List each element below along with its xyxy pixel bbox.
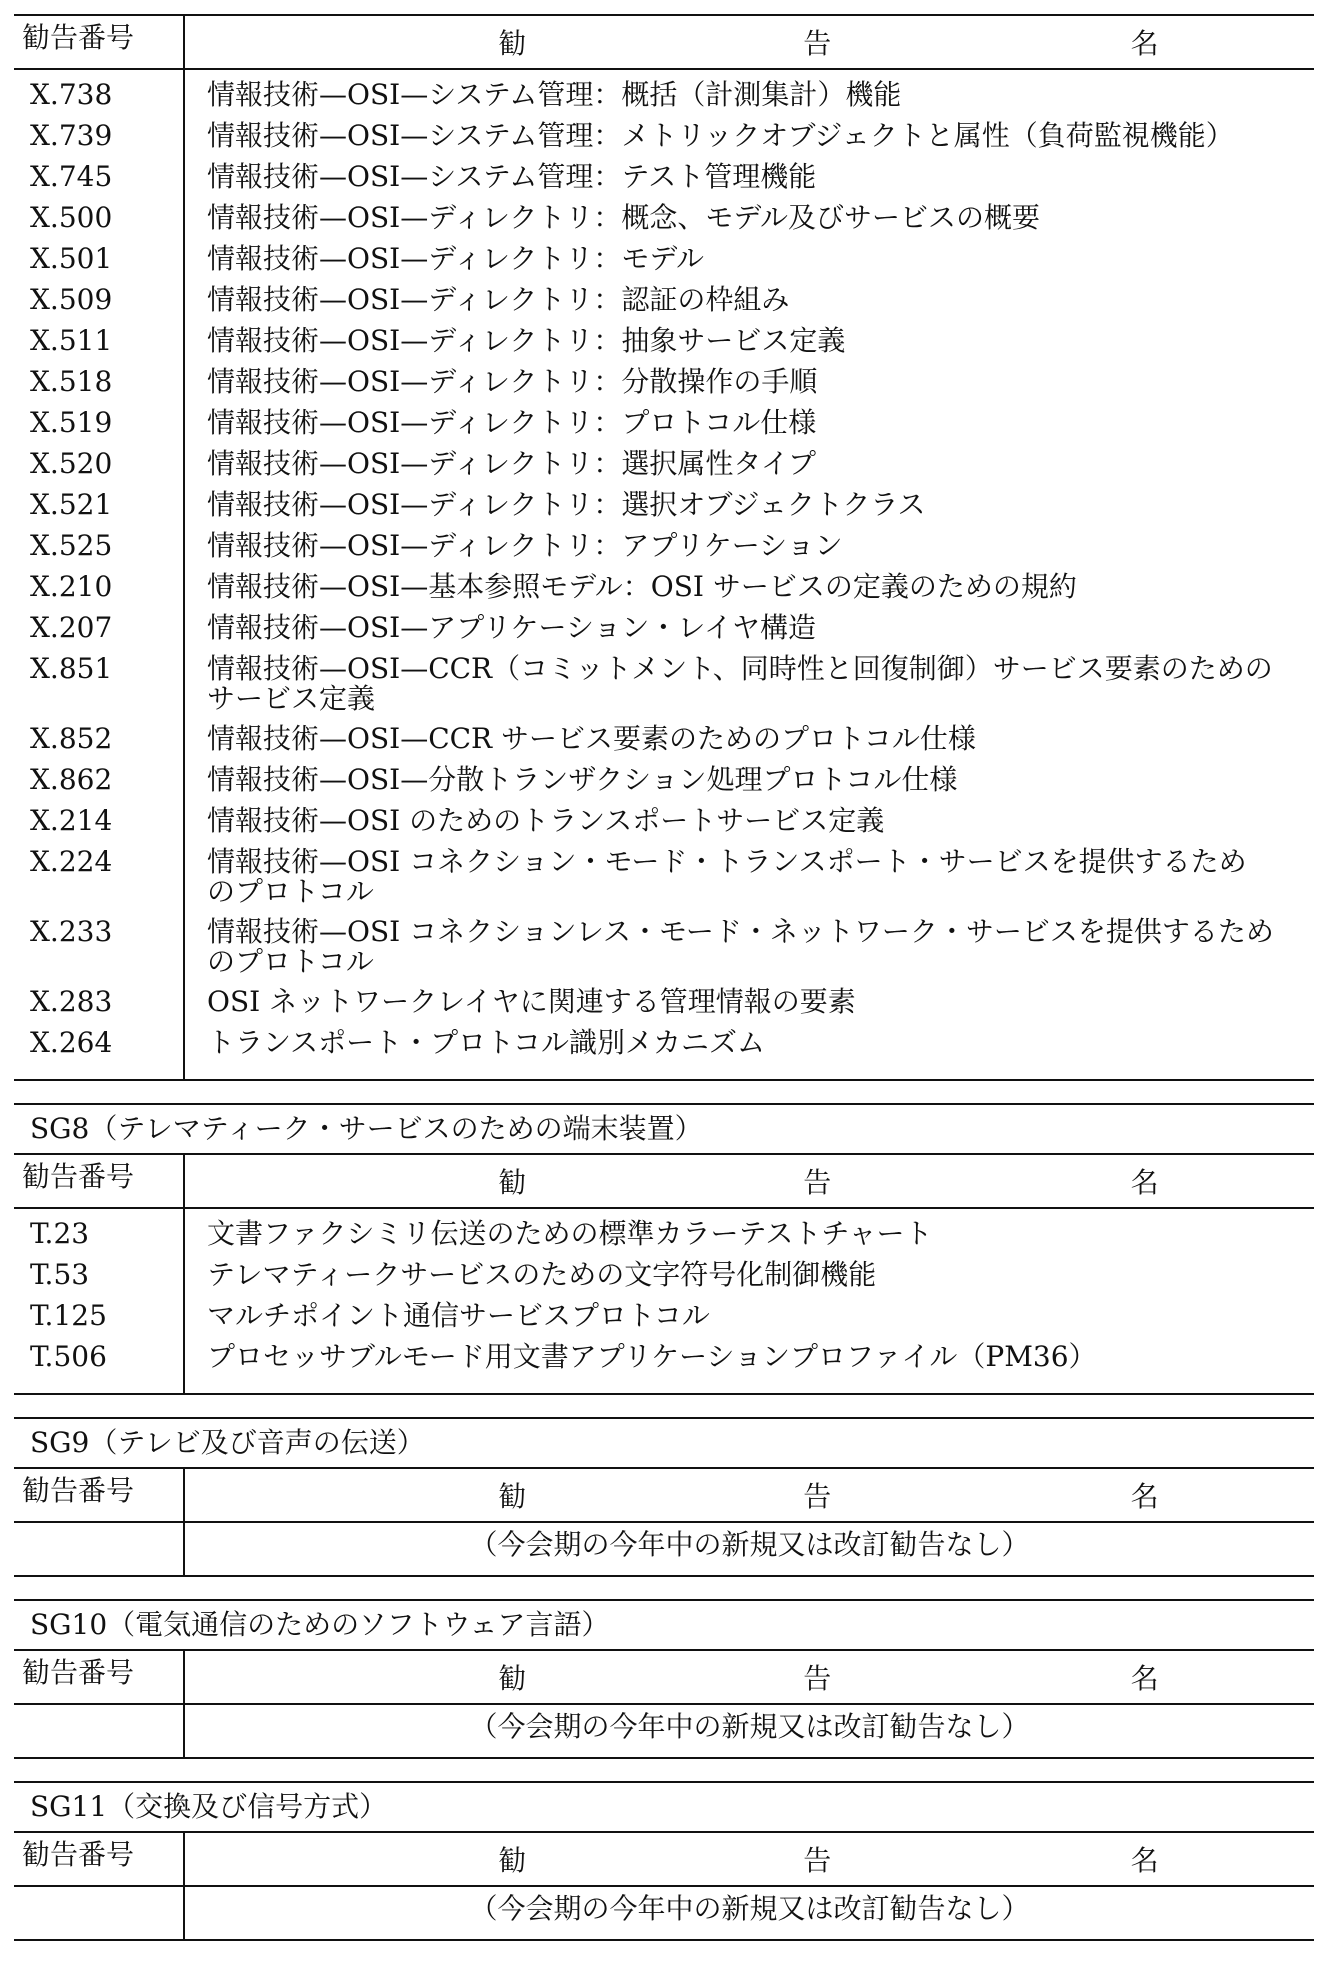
header-name: [184, 1154, 1314, 1208]
header-char: 告: [803, 27, 832, 60]
sg10-title: SG10（電気通信のためのソフトウェア言語）: [30, 1608, 610, 1641]
rec-number: X.500: [14, 203, 184, 244]
rec-name: 情報技術—OSI—ディレクトリ：分散操作の手順: [207, 365, 818, 398]
table-row: [14, 531, 1314, 572]
rec-name: 情報技術—OSI—ディレクトリ：選択属性タイプ: [207, 447, 816, 480]
rec-name: 情報技術—OSI コネクションレス・モード・ネットワーク・サービスを提供するためのプロトコル: [207, 915, 1274, 978]
table-header: [14, 1832, 1314, 1886]
table-header: [14, 1650, 1314, 1704]
table-row: [14, 1028, 1314, 1069]
rec-name: 文書ファクシミリ伝送のための標準カラーテストチャート: [207, 1217, 933, 1250]
rec-number: X.852: [14, 724, 184, 765]
rec-number: X.521: [14, 490, 184, 531]
header-name: [184, 1650, 1314, 1704]
table-row: [14, 847, 1314, 917]
rec-name: 情報技術—OSI—アプリケーション・レイヤ構造: [207, 611, 816, 644]
table-row: [14, 285, 1314, 326]
header-char: 名: [1130, 1844, 1159, 1877]
no-recommendations-row: [14, 1886, 1314, 1940]
header-name: [184, 15, 1314, 69]
sg8-rows: [14, 1208, 1314, 1394]
header-number: 勧告番号: [14, 1650, 184, 1704]
rec-name: OSI ネットワークレイヤに関連する管理情報の要素: [207, 985, 856, 1018]
rec-number: X.525: [14, 531, 184, 572]
header-number: 勧告番号: [14, 15, 184, 69]
no-recommendations-row: [14, 1704, 1314, 1758]
rec-name: 情報技術—OSI—基本参照モデル：OSI サービスの定義のための規約: [207, 570, 1077, 603]
sg8-title: SG8（テレマティーク・サービスのための端末装置）: [30, 1112, 703, 1145]
table-row: [14, 326, 1314, 367]
header-char: 告: [803, 1480, 832, 1513]
rec-number: X.745: [14, 162, 184, 203]
section-divider: [14, 1395, 1314, 1419]
rec-name: テレマティークサービスのための文字符号化制御機能: [207, 1258, 877, 1291]
table-row: [14, 724, 1314, 765]
rec-number: X.207: [14, 613, 184, 654]
rec-name: 情報技術—OSI—ディレクトリ：モデル: [207, 242, 704, 275]
rec-name: 情報技術—OSI—システム管理：テスト管理機能: [207, 160, 817, 193]
rec-number: X.518: [14, 367, 184, 408]
rec-number: X.224: [14, 847, 184, 917]
sg7-rows: [14, 69, 1314, 1080]
header-char: 名: [1130, 27, 1159, 60]
rec-number: T.506: [14, 1342, 184, 1383]
table-row: [14, 408, 1314, 449]
sg7-table: [14, 14, 1314, 1081]
rec-number: T.53: [14, 1260, 184, 1301]
header-char: 勧: [498, 1844, 527, 1877]
table-row: [14, 765, 1314, 806]
section-divider: [14, 1759, 1314, 1783]
table-row: [14, 121, 1314, 162]
table-row: [14, 490, 1314, 531]
table-row: [14, 203, 1314, 244]
rec-number: X.233: [14, 917, 184, 987]
rec-number: X.520: [14, 449, 184, 490]
rec-name: 情報技術—OSI—ディレクトリ：認証の枠組み: [207, 283, 790, 316]
rec-name: 情報技術—OSI—システム管理：概括（計測集計）機能: [207, 78, 902, 111]
sg9-title: SG9（テレビ及び音声の伝送）: [30, 1426, 425, 1459]
table-row: [14, 917, 1314, 987]
sg11-table: [14, 1831, 1314, 1941]
table-row: [14, 806, 1314, 847]
sg11-title: SG11（交換及び信号方式）: [30, 1790, 388, 1823]
table-row: [14, 654, 1314, 724]
table-row: [14, 1342, 1314, 1383]
table-row: [14, 367, 1314, 408]
no-recommendations-note: （今会期の今年中の新規又は改訂勧告なし）: [184, 1522, 1314, 1576]
rec-name: マルチポイント通信サービスプロトコル: [207, 1299, 710, 1332]
rec-name: プロセッサブルモード用文書アプリケーションプロファイル（PM36）: [207, 1340, 1097, 1373]
header-name: [184, 1468, 1314, 1522]
rec-name: 情報技術—OSI—ディレクトリ：抽象サービス定義: [207, 324, 846, 357]
header-char: 勧: [498, 1166, 527, 1199]
rec-name: 情報技術—OSI—ディレクトリ：アプリケーション: [207, 529, 843, 562]
table-row: [14, 80, 1314, 121]
header-char: 告: [803, 1662, 832, 1695]
header-number: 勧告番号: [14, 1468, 184, 1522]
table-row: [14, 449, 1314, 490]
sg10-table: [14, 1649, 1314, 1759]
rec-number: X.210: [14, 572, 184, 613]
document-page: [14, 14, 1314, 1941]
rec-name: トランスポート・プロトコル識別メカニズム: [207, 1026, 766, 1059]
rec-name: 情報技術—OSI—システム管理：メトリックオブジェクトと属性（負荷監視機能）: [207, 119, 1234, 152]
header-char: 名: [1130, 1662, 1159, 1695]
rec-name: 情報技術—OSI コネクション・モード・トランスポート・サービスを提供するためのプロトコル: [207, 845, 1247, 908]
table-row: [14, 1301, 1314, 1342]
table-header: [14, 1468, 1314, 1522]
table-row: [14, 987, 1314, 1028]
rec-name: 情報技術—OSI—ディレクトリ：概念、モデル及びサービスの概要: [207, 201, 1041, 234]
table-row: [14, 613, 1314, 654]
table-row: [14, 1260, 1314, 1301]
rec-number: X.519: [14, 408, 184, 449]
rec-name: 情報技術—OSI—ディレクトリ：プロトコル仕様: [207, 406, 817, 439]
rec-number: T.23: [14, 1219, 184, 1260]
rec-number: X.501: [14, 244, 184, 285]
rec-number: X.851: [14, 654, 184, 724]
header-char: 勧: [498, 27, 527, 60]
rec-number: T.125: [14, 1301, 184, 1342]
header-char: 名: [1130, 1166, 1159, 1199]
rec-number: X.509: [14, 285, 184, 326]
section-divider: [14, 1081, 1314, 1105]
table-header: [14, 1154, 1314, 1208]
rec-name: 情報技術—OSI—分散トランザクション処理プロトコル仕様: [207, 763, 958, 796]
rec-number: X.738: [14, 80, 184, 121]
no-recommendations-row: [14, 1522, 1314, 1576]
header-number: 勧告番号: [14, 1154, 184, 1208]
rec-number: X.511: [14, 326, 184, 367]
rec-number: X.862: [14, 765, 184, 806]
rec-name: 情報技術—OSI—CCR（コミットメント、同時性と回復制御）サービス要素のためのサービス定義: [207, 652, 1273, 715]
table-header: [14, 15, 1314, 69]
no-recommendations-note: （今会期の今年中の新規又は改訂勧告なし）: [184, 1886, 1314, 1940]
header-number: 勧告番号: [14, 1832, 184, 1886]
no-recommendations-note: （今会期の今年中の新規又は改訂勧告なし）: [184, 1704, 1314, 1758]
table-row: [14, 162, 1314, 203]
table-row: [14, 1219, 1314, 1260]
rec-number: X.283: [14, 987, 184, 1028]
sg8-table: [14, 1153, 1314, 1395]
rec-number: X.739: [14, 121, 184, 162]
table-row: [14, 244, 1314, 285]
header-name: [184, 1832, 1314, 1886]
section-divider: [14, 1577, 1314, 1601]
header-char: 名: [1130, 1480, 1159, 1513]
rec-number: X.214: [14, 806, 184, 847]
rec-name: 情報技術—OSI—ディレクトリ：選択オブジェクトクラス: [207, 488, 926, 521]
table-row: [14, 572, 1314, 613]
rec-number: X.264: [14, 1028, 184, 1069]
header-char: 告: [803, 1166, 832, 1199]
header-char: 勧: [498, 1480, 527, 1513]
sg9-table: [14, 1467, 1314, 1577]
rec-name: 情報技術—OSI のためのトランスポートサービス定義: [207, 804, 885, 837]
rec-name: 情報技術—OSI—CCR サービス要素のためのプロトコル仕様: [207, 722, 976, 755]
header-char: 告: [803, 1844, 832, 1877]
header-char: 勧: [498, 1662, 527, 1695]
